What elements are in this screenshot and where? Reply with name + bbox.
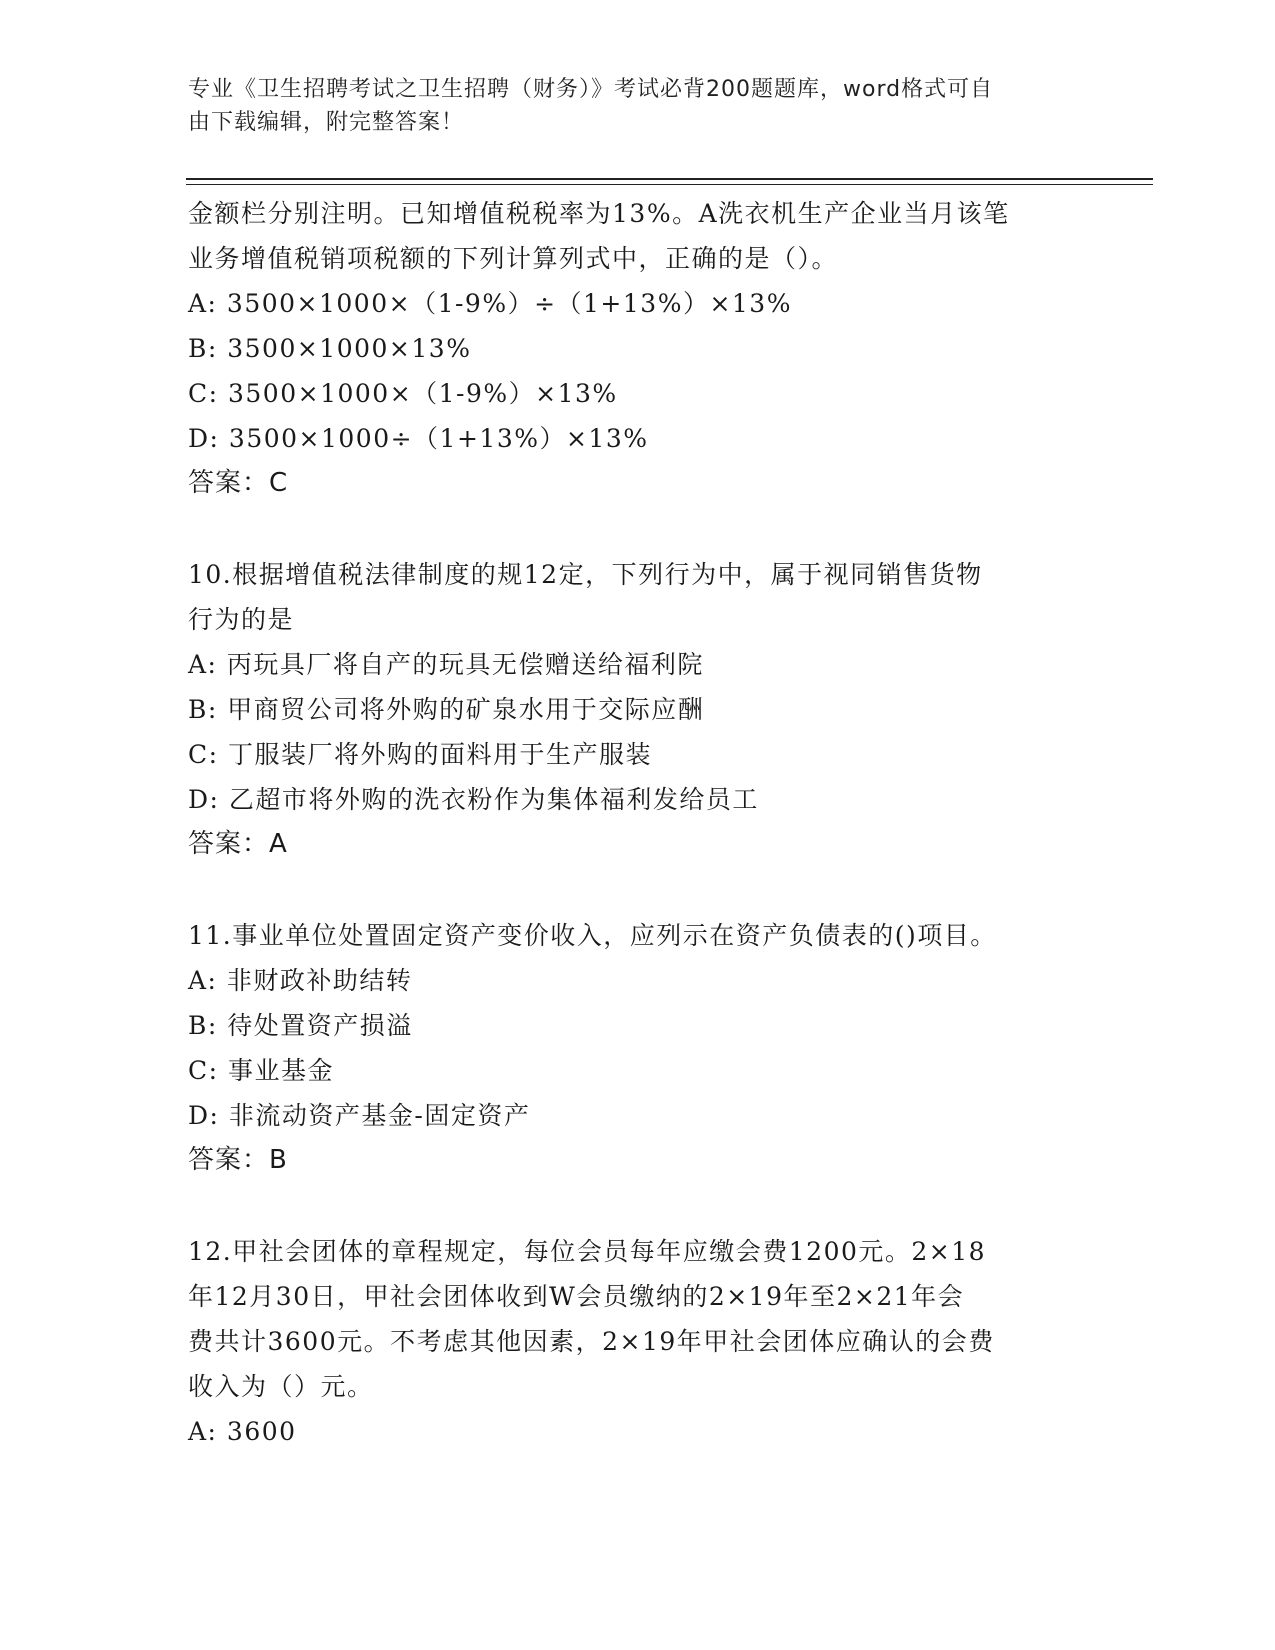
- option-b: B: 3500×1000×13%: [188, 334, 472, 363]
- question-stem: 费共计3600元。不考虑其他因素，2×19年甲社会团体应确认的会费: [188, 1327, 995, 1356]
- question-stem: 年12月30日，甲社会团体收到W会员缴纳的2×19年至2×21年会: [188, 1282, 965, 1311]
- document-body: [188, 191, 1088, 1454]
- option-a: A: 3500×1000×（1-9%）÷（1+13%）×13%: [188, 289, 792, 318]
- header-divider-thick: [186, 178, 1153, 180]
- header-line-2: 由下载编辑，附完整答案！: [188, 110, 465, 135]
- answer: 答案：C: [188, 468, 289, 498]
- question-stem: 11.事业单位处置固定资产变价收入，应列示在资产负债表的()项目。: [188, 921, 997, 950]
- spacer: [188, 506, 1088, 552]
- answer: 答案：B: [188, 1145, 288, 1175]
- question-12: [188, 1229, 1088, 1454]
- option-d: D: 乙超市将外购的洗衣粉作为集体福利发给员工: [188, 785, 759, 814]
- question-stem: 收入为（）元。: [188, 1372, 374, 1401]
- spacer: [188, 867, 1088, 913]
- option-d: D: 3500×1000÷（1+13%）×13%: [188, 424, 649, 453]
- option-d: D: 非流动资产基金-固定资产: [188, 1101, 531, 1130]
- answer: 答案：A: [188, 829, 288, 859]
- question-10: [188, 552, 1088, 867]
- document-header: [188, 73, 1088, 139]
- spacer: [188, 1183, 1088, 1229]
- option-a: A: 丙玩具厂将自产的玩具无偿赠送给福利院: [188, 650, 704, 679]
- question-stem: 行为的是: [188, 605, 295, 634]
- option-c: C: 3500×1000×（1-9%）×13%: [188, 379, 618, 408]
- option-b: B: 甲商贸公司将外购的矿泉水用于交际应酬: [188, 695, 705, 724]
- question-stem: 金额栏分别注明。已知增值税税率为13%。A洗衣机生产企业当月该笔: [188, 199, 1010, 228]
- option-c: C: 事业基金: [188, 1056, 334, 1085]
- question-stem: 10.根据增值税法律制度的规12定，下列行为中，属于视同销售货物: [188, 560, 983, 589]
- question-stem: 业务增值税销项税额的下列计算列式中，正确的是（）。: [188, 244, 839, 273]
- option-a: A: 非财政补助结转: [188, 966, 413, 995]
- question-11: [188, 913, 1088, 1183]
- option-b: B: 待处置资产损溢: [188, 1011, 413, 1040]
- header-line-1: 专业《卫生招聘考试之卫生招聘（财务）》考试必背200题题库，word格式可自: [188, 77, 994, 102]
- option-c: C: 丁服装厂将外购的面料用于生产服装: [188, 740, 652, 769]
- option-a: A: 3600: [188, 1417, 297, 1446]
- question-9: [188, 191, 1088, 506]
- question-stem: 12.甲社会团体的章程规定，每位会员每年应缴会费1200元。2×18: [188, 1237, 987, 1266]
- header-divider-thin: [186, 184, 1153, 185]
